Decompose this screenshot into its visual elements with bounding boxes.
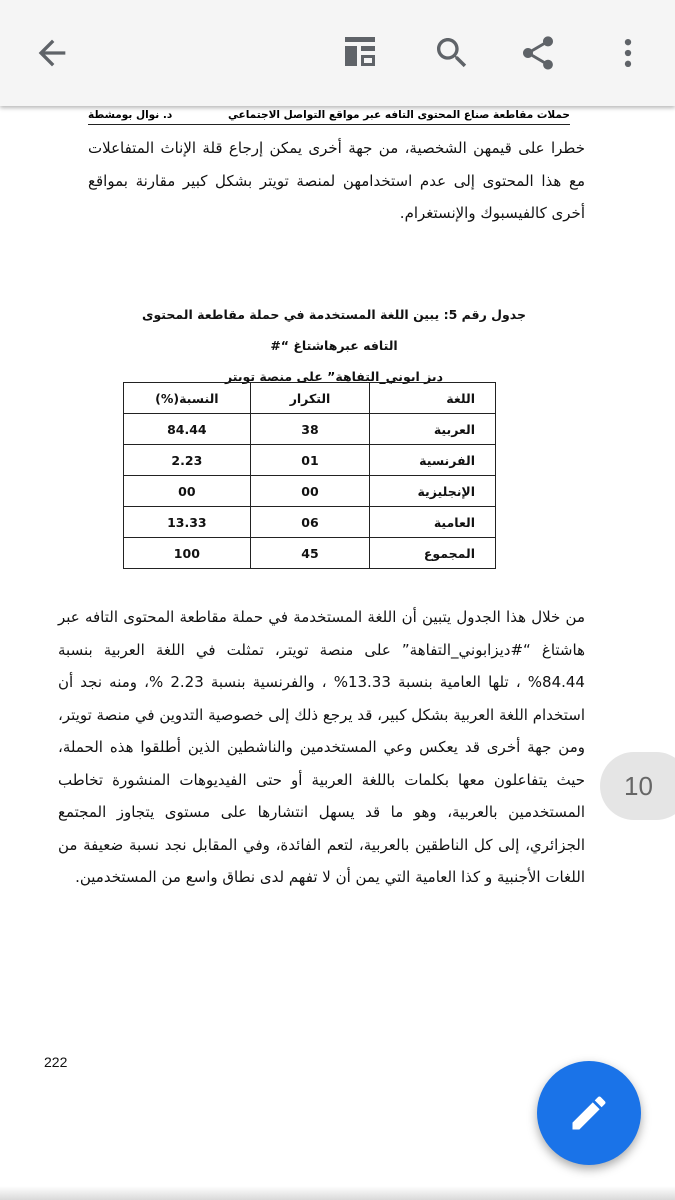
table-caption-line-2: ديز ابوني_التفاهة” على منصة تويتر [224,369,444,384]
table-header-row [124,383,496,414]
cell-percentage: 00 [124,476,251,507]
table-row [124,414,496,445]
search-button[interactable] [422,23,482,83]
share-button[interactable] [508,23,568,83]
analysis-paragraph: من خلال هذا الجدول يتبين أن اللغة المستخدمة في حملة مقاطعة المحتوى التافه عبر هاشتاغ “#ديزابوني_التفاهة” على منصة تويتر، تمثلت في اللغة العربية بنسبة 84.44% ، تلها العامية بنسبة 13.33% ، والفرنسية بنسبة 2.23 %، ومنه نجد أن استخدام اللغة العربية بشكل كبير، قد يرجع ذلك إلى خصوصية التدوين في منصة تويتر، ومن جهة أخرى قد يعكس وعي المستخدمين والناشطين الذين أطلقوا هذه الحملة، حيث يتفاعلون معها بكلمات باللغة العربية أو حتى الفيديوهات المنشورة تخاطب المستخدمين بالعربية، وهو ما قد يسهل انتشارها على مستوى يتجاوز المجتمع الجزائري، إلى كل الناطقين بالعربية، لتعم الفائدة، وفي المقابل نجد نسبة ضعيفة من اللغات الأجنبية و كذا العامية التي يمن أن لا تفهم لدى نطاق واسع من المستخدمين. [58,608,585,886]
arrow-back-icon [32,33,72,73]
edit-fab-button[interactable] [537,1061,641,1165]
cell-frequency: 45 [250,538,370,569]
table-row [124,445,496,476]
language-table [123,382,496,569]
cell-frequency: 00 [250,476,370,507]
table-caption-line-1: جدول رقم 5: يبين اللغة المستخدمة في حملة مقاطعة المحتوى التافه عبرهاشتاغ “# [142,307,526,353]
header-percentage: النسبة(%) [124,383,251,414]
current-page-indicator: 10 [600,752,675,820]
running-header-title: حملات مقاطعة صناع المحتوى التافه عبر مواقع التواصل الاجتماعي [227,109,570,121]
cell-language: المجموع [370,538,496,569]
share-icon [518,33,558,73]
cell-percentage: 100 [124,538,251,569]
reading-mode-icon [344,35,376,71]
table-row-total [124,538,496,569]
cell-percentage: 84.44 [124,414,251,445]
table-row [124,476,496,507]
header-frequency: التكرار [250,383,370,414]
reading-mode-button[interactable] [330,23,390,83]
table-caption [125,299,543,392]
cell-percentage: 2.23 [124,445,251,476]
cell-language: الإنجليزية [370,476,496,507]
running-header [88,110,570,125]
more-options-button[interactable] [598,23,658,83]
cell-language: الفرنسية [370,445,496,476]
intro-paragraph: خطرا على قيمهن الشخصية، من جهة أخرى يمكن إرجاع قلة الإناث المتفاعلات مع هذا المحتوى إلى عدم استخدامهن لمنصة تويتر بشكل كبير مقارنة بمواقع أخرى كالفيسبوك والإنستغرام. [88,139,585,222]
edit-pencil-icon [567,1091,611,1135]
running-header-author: د. نوال بومشطة [88,109,173,121]
more-vert-icon [608,33,648,73]
cell-language: العامية [370,507,496,538]
document-page [0,106,675,1200]
back-button[interactable] [22,23,82,83]
page-number: 222 [44,1054,68,1070]
cell-percentage: 13.33 [124,507,251,538]
header-language: اللغة [370,383,496,414]
cell-frequency: 01 [250,445,370,476]
cell-language: العربية [370,414,496,445]
app-toolbar [0,0,675,106]
bottom-edge-shadow [0,1186,675,1200]
cell-frequency: 06 [250,507,370,538]
table-row [124,507,496,538]
search-icon [432,33,472,73]
cell-frequency: 38 [250,414,370,445]
